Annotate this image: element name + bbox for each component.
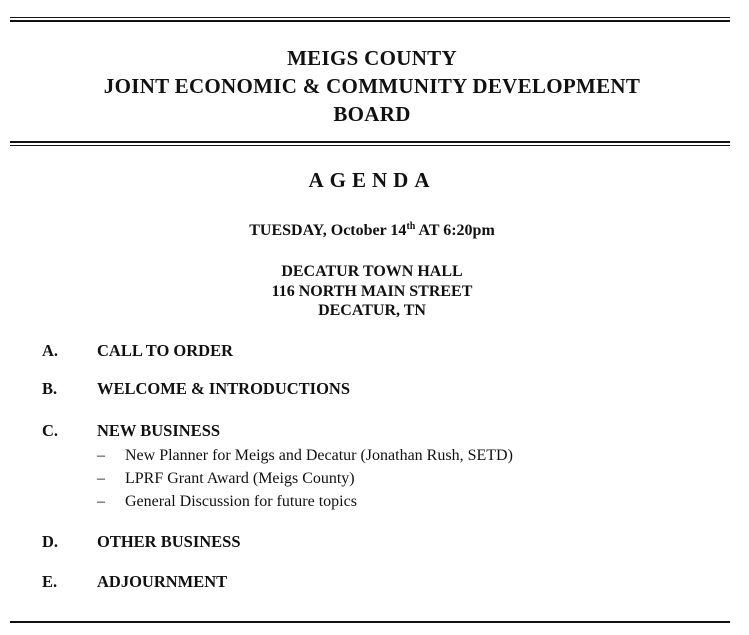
agenda-item-new-business [42, 421, 220, 441]
location-venue: DECATUR TOWN HALL [281, 263, 463, 280]
agenda-item-letter: E. [42, 572, 58, 591]
top-rule-upper [10, 17, 730, 18]
subitem-general-discussion [97, 490, 513, 513]
agenda-item-welcome [42, 379, 350, 399]
agenda-item-label: OTHER BUSINESS [97, 532, 241, 551]
agenda-item-letter: C. [42, 421, 59, 440]
new-business-subitems [97, 444, 513, 513]
header-rule-lower [10, 145, 730, 146]
subitem-text: New Planner for Meigs and Decatur (Jonathan Rush, SETD) [125, 447, 513, 464]
agenda-item-letter: D. [42, 532, 59, 551]
date-ordinal-suffix: th [406, 221, 416, 232]
agenda-item-label: ADJOURNMENT [97, 572, 228, 591]
meeting-date-time [10, 222, 734, 240]
agenda-item-call-to-order [42, 341, 233, 361]
subitem-text: LPRF Grant Award (Meigs County) [125, 470, 355, 487]
agenda-heading: AGENDA [308, 168, 436, 192]
agenda-item-label: WELCOME & INTRODUCTIONS [97, 379, 351, 398]
title-line-county: MEIGS COUNTY [287, 46, 457, 70]
meeting-date: TUESDAY, October 14 [249, 222, 407, 239]
agenda-item-label: CALL TO ORDER [97, 341, 234, 360]
document-title [10, 44, 734, 128]
location-city: DECATUR, TN [318, 302, 426, 319]
top-rule-lower [10, 20, 730, 22]
subitem-new-planner [97, 444, 513, 467]
meeting-location [10, 262, 734, 321]
dash-bullet: – [97, 470, 105, 487]
meeting-time: AT 6:20pm [415, 222, 495, 239]
location-street: 116 NORTH MAIN STREET [271, 282, 473, 300]
agenda-item-letter: B. [42, 379, 58, 398]
dash-bullet: – [97, 493, 105, 510]
agenda-item-label: NEW BUSINESS [97, 421, 221, 440]
title-line-board-name: JOINT ECONOMIC & COMMUNITY DEVELOPMENT [103, 74, 641, 98]
bottom-rule [10, 621, 730, 623]
title-line-board: BOARD [333, 102, 411, 126]
agenda-item-adjournment [42, 572, 227, 592]
agenda-item-letter: A. [42, 341, 59, 360]
agenda-item-other-business [42, 532, 241, 552]
header-rule-upper [10, 141, 730, 143]
subitem-lprf-grant [97, 467, 513, 490]
subitem-text: General Discussion for future topics [125, 493, 357, 510]
dash-bullet: – [97, 447, 105, 464]
